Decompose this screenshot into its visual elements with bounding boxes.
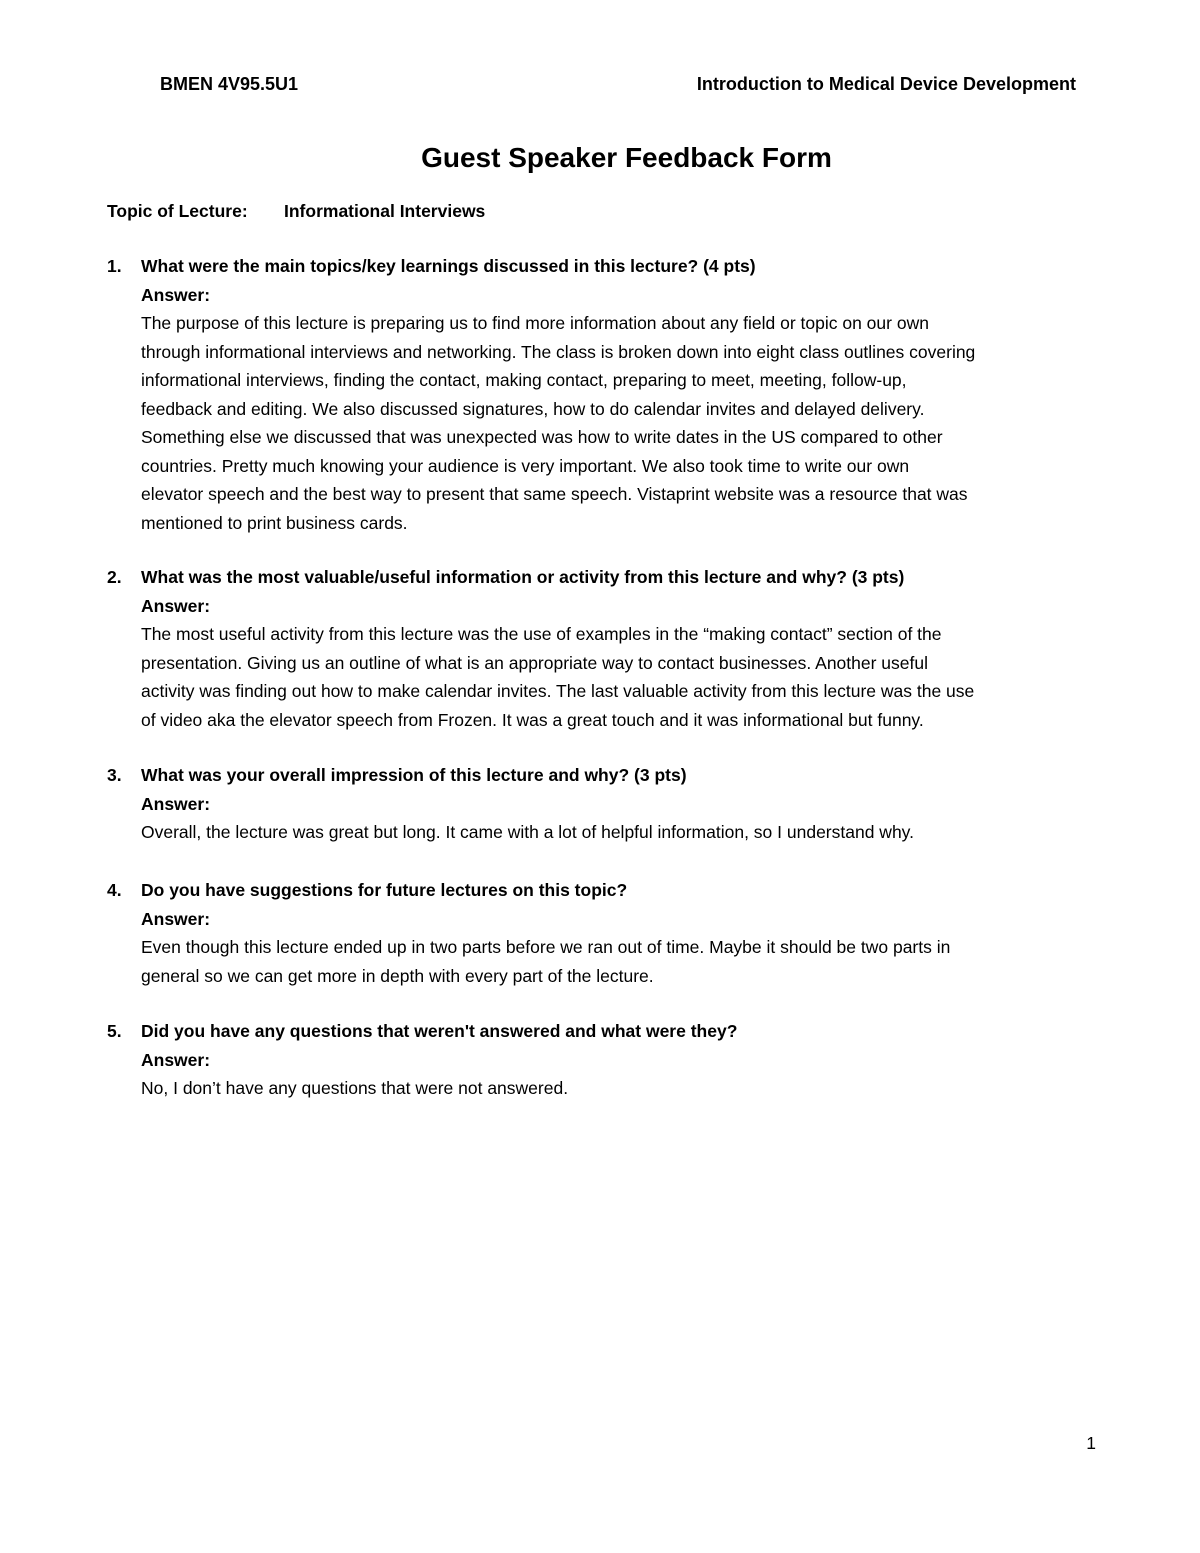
- answer-line: Something else we discussed that was unexpected was how to write dates in the US compared to other: [141, 427, 943, 447]
- topic-row: [107, 201, 485, 222]
- question-number: 2.: [107, 567, 122, 587]
- answer-line: The most useful activity from this lecture was the use of examples in the “making contact” section of the: [141, 624, 942, 644]
- answer-label: Answer:: [141, 284, 211, 305]
- answer-text: [141, 933, 1101, 990]
- topic-value: Informational Interviews: [284, 201, 486, 221]
- answer-label: Answer:: [141, 793, 211, 814]
- header-course-code: BMEN 4V95.5U1: [160, 74, 299, 94]
- answer-line: Even though this lecture ended up in two parts before we ran out of time. Maybe it should be two parts in: [141, 937, 951, 957]
- answer-line: activity was finding out how to make calendar invites. The last valuable activity from this lecture was the use: [141, 681, 975, 701]
- answer-line: feedback and editing. We also discussed signatures, how to do calendar invites and delayed delivery.: [141, 398, 925, 419]
- page-number: 1: [1086, 1433, 1096, 1453]
- answer-text: [141, 818, 1101, 847]
- answer-line: elevator speech and the best way to present that same speech. Vistaprint website was a resource that was: [141, 484, 968, 504]
- question-1: [107, 252, 1107, 537]
- question-5: [107, 1017, 1107, 1103]
- answer-line: No, I don’t have any questions that were not answered.: [141, 1078, 569, 1098]
- answer-line: Overall, the lecture was great but long. It came with a lot of helpful information, so I understand why.: [141, 822, 914, 842]
- question-text: What were the main topics/key learnings discussed in this lecture? (4 pts): [141, 256, 756, 276]
- question-2: [107, 563, 1107, 734]
- answer-line: mentioned to print business cards.: [141, 512, 408, 533]
- answer-line: countries. Pretty much knowing your audience is very important. We also took time to write our own: [141, 455, 910, 476]
- answer-text: [141, 620, 1101, 734]
- answer-line: informational interviews, finding the contact, making contact, preparing to meet, meeting, follow-up,: [141, 370, 907, 390]
- question-text: What was your overall impression of this lecture and why? (3 pts): [141, 765, 687, 785]
- page-title: Guest Speaker Feedback Form: [421, 142, 832, 173]
- answer-line: presentation. Giving us an outline of what is an appropriate way to contact businesses. Another useful: [141, 652, 929, 673]
- question-text: What was the most valuable/useful information or activity from this lecture and why? (3 pts): [141, 567, 905, 587]
- question-text: Do you have suggestions for future lectures on this topic?: [141, 880, 628, 900]
- answer-text: [141, 1074, 1101, 1103]
- question-number: 1.: [107, 256, 122, 276]
- topic-label: Topic of Lecture:: [107, 201, 248, 221]
- question-number: 3.: [107, 765, 122, 785]
- question-3: [107, 761, 1107, 847]
- answer-label: Answer:: [141, 1049, 211, 1070]
- answer-label: Answer:: [141, 908, 211, 929]
- question-4: [107, 876, 1107, 990]
- answer-line: through informational interviews and networking. The class is broken down into eight class outlines covering: [141, 341, 976, 362]
- header-course-title: Introduction to Medical Device Development: [696, 74, 1076, 94]
- answer-line: of video aka the elevator speech from Frozen. It was a great touch and it was informational but funny.: [141, 709, 924, 730]
- answer-label: Answer:: [141, 595, 211, 616]
- answer-line: The purpose of this lecture is preparing us to find more information about any field or topic on our own: [141, 313, 929, 333]
- answer-line: general so we can get more in depth with every part of the lecture.: [141, 965, 654, 986]
- answer-text: [141, 309, 1101, 537]
- question-text: Did you have any questions that weren't answered and what were they?: [141, 1021, 738, 1041]
- question-number: 5.: [107, 1021, 122, 1041]
- question-number: 4.: [107, 880, 122, 900]
